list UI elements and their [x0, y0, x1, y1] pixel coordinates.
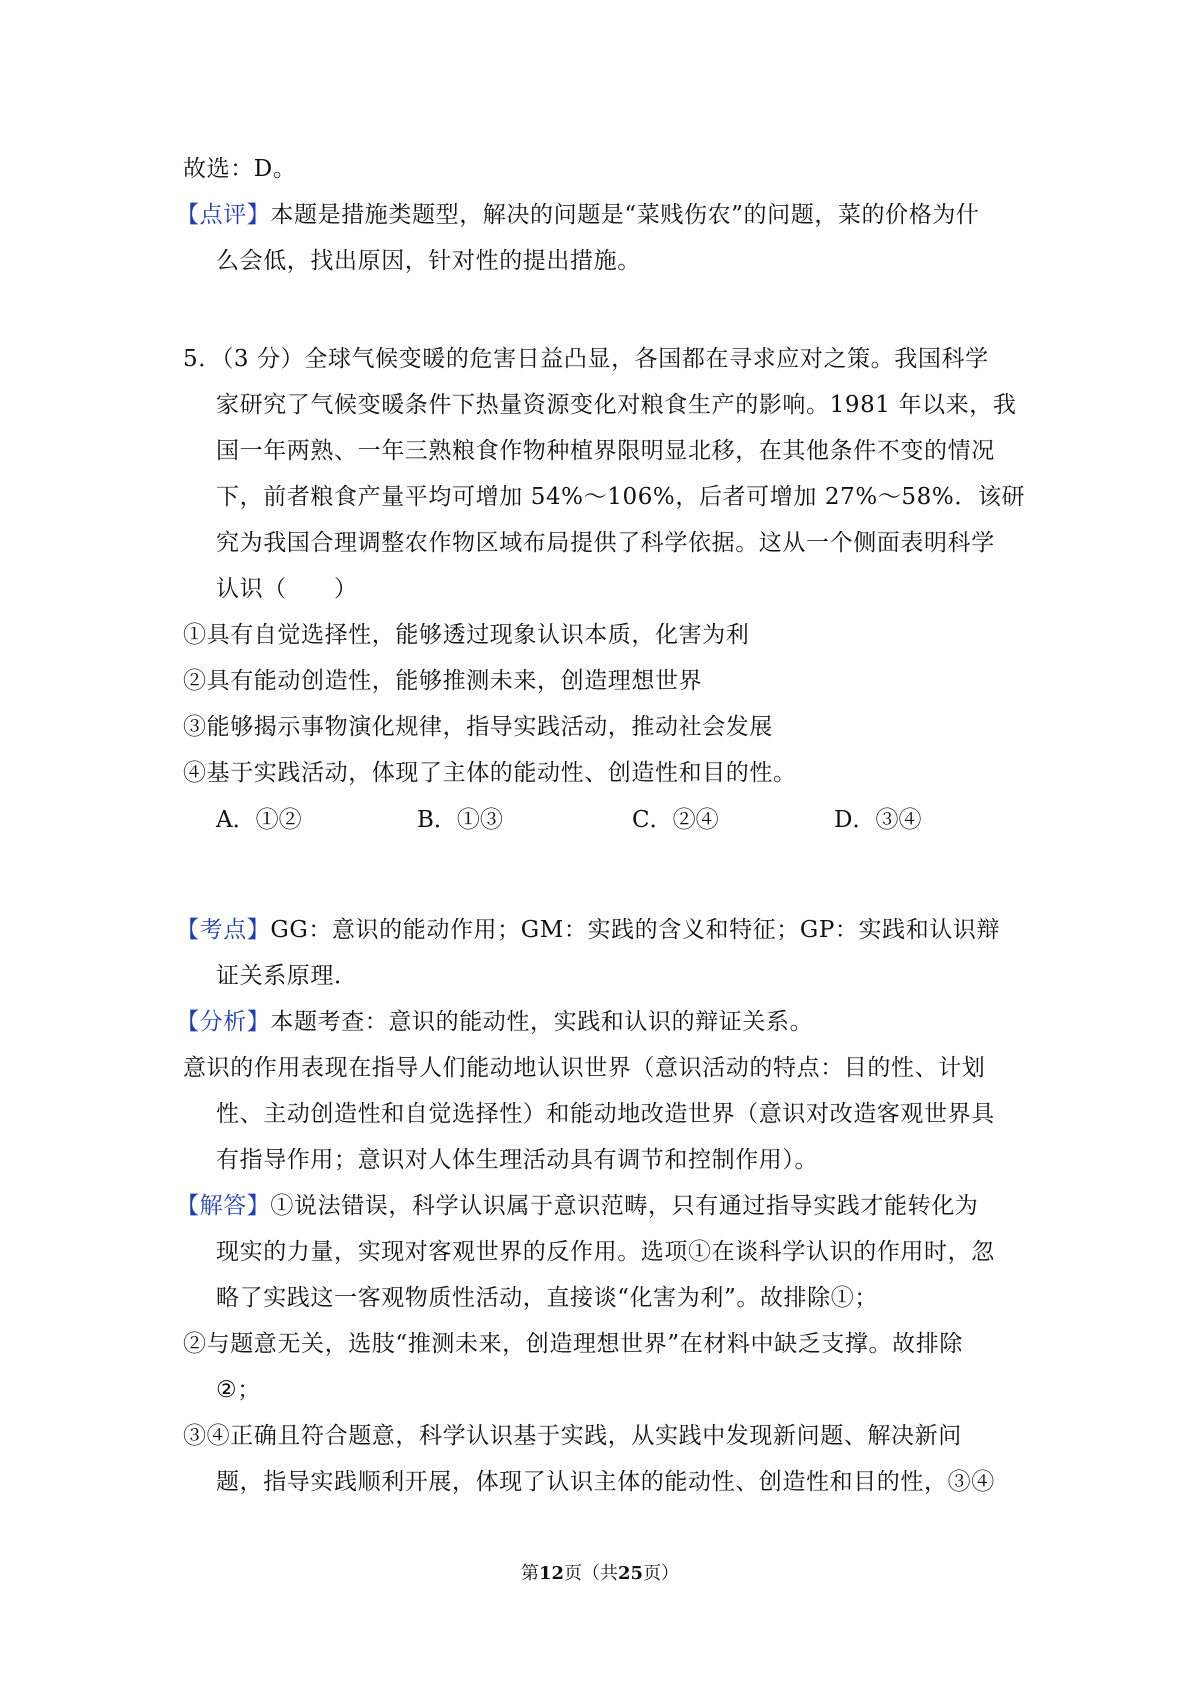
jieda-text-6: ③④正确且符合题意，科学认识基于实践，从实践中发现新问题、解决新问 — [183, 1423, 962, 1449]
kaodian-line — [176, 907, 1000, 953]
fenxi-tag: 【分析】 — [176, 1009, 271, 1035]
jieda-tag: 【解答】 — [176, 1193, 271, 1219]
question-line-2: 家研究了气候变暖条件下热量资源变化对粮食生产的影响。1981 年以来，我 — [216, 392, 1017, 418]
kaodian-tag: 【考点】 — [176, 917, 271, 943]
page-footer — [0, 1560, 1200, 1588]
option-c: C．②④ — [632, 807, 719, 833]
jieda-text-2: 现实的力量，实现对客观世界的反作用。选项①在谈科学认识的作用时，忽 — [216, 1239, 995, 1265]
comment-text-2: 么会低，找出原因，针对性的提出措施。 — [216, 248, 641, 274]
comment-tag: 【点评】 — [176, 202, 271, 228]
kaodian-text-2: 证关系原理． — [216, 963, 358, 989]
answer-line: 故选：D。 — [183, 156, 297, 182]
footer-prefix: 第 — [520, 1563, 539, 1584]
statement-2: ②具有能动创造性，能够推测未来，创造理想世界 — [183, 668, 703, 694]
option-b: B．①③ — [417, 807, 503, 833]
footer-middle: 页（共 — [564, 1563, 618, 1584]
question-line-6: 认识（ ） — [216, 576, 358, 602]
option-d: D．③④ — [834, 807, 922, 833]
fenxi-line — [176, 999, 813, 1045]
comment-line — [176, 192, 980, 238]
statement-4: ④基于实践活动，体现了主体的能动性、创造性和目的性。 — [183, 760, 797, 786]
kaodian-text-1: GG：意识的能动作用；GM：实践的含义和特征；GP：实践和认识辩 — [270, 917, 1001, 943]
fenxi-para-1: 意识的作用表现在指导人们能动地认识世界（意识活动的特点：目的性、计划 — [183, 1055, 986, 1081]
jieda-text-5: ②； — [216, 1377, 261, 1403]
question-line-4: 下，前者粮食产量平均可增加 54%～106%，后者可增加 27%～58%．该研 — [216, 484, 1026, 510]
jieda-text-3: 略了实践这一客观物质性活动，直接谈“化害为利”。故排除①； — [216, 1285, 878, 1311]
fenxi-para-3: 有指导作用；意识对人体生理活动具有调节和控制作用）。 — [216, 1147, 819, 1173]
comment-text-1: 本题是措施类题型，解决的问题是“菜贱伤农”的问题，菜的价格为什 — [270, 202, 980, 228]
statement-1: ①具有自觉选择性，能够透过现象认识本质，化害为利 — [183, 622, 750, 648]
jieda-text-4: ②与题意无关，选肢“推测未来，创造理想世界”在材料中缺乏支撑。故排除 — [183, 1331, 963, 1357]
question-line-3: 国一年两熟、一年三熟粮食作物种植界限明显北移，在其他条件不变的情况 — [216, 438, 995, 464]
footer-total-pages: 25 — [618, 1563, 644, 1584]
question-line-1: 5．（3 分）全球气候变暖的危害日益凸显，各国都在寻求应对之策。我国科学 — [183, 346, 989, 372]
footer-suffix: 页） — [643, 1563, 680, 1584]
jieda-line — [176, 1183, 978, 1229]
option-a: A．①② — [216, 807, 302, 833]
jieda-text-1: ①说法错误，科学认识属于意识范畴，只有通过指导实践才能转化为 — [270, 1193, 979, 1219]
jieda-text-7: 题，指导实践顺利开展，体现了认识主体的能动性、创造性和目的性，③④ — [216, 1469, 995, 1495]
fenxi-para-2: 性、主动创造性和自觉选择性）和能动地改造世界（意识对改造客观世界具 — [216, 1101, 995, 1127]
statement-3: ③能够揭示事物演化规律，指导实践活动，推动社会发展 — [183, 714, 773, 740]
footer-page-number: 12 — [538, 1563, 564, 1584]
fenxi-text: 本题考查：意识的能动性，实践和认识的辩证关系。 — [270, 1009, 814, 1035]
question-line-5: 究为我国合理调整农作物区域布局提供了科学依据。这从一个侧面表明科学 — [216, 530, 995, 556]
